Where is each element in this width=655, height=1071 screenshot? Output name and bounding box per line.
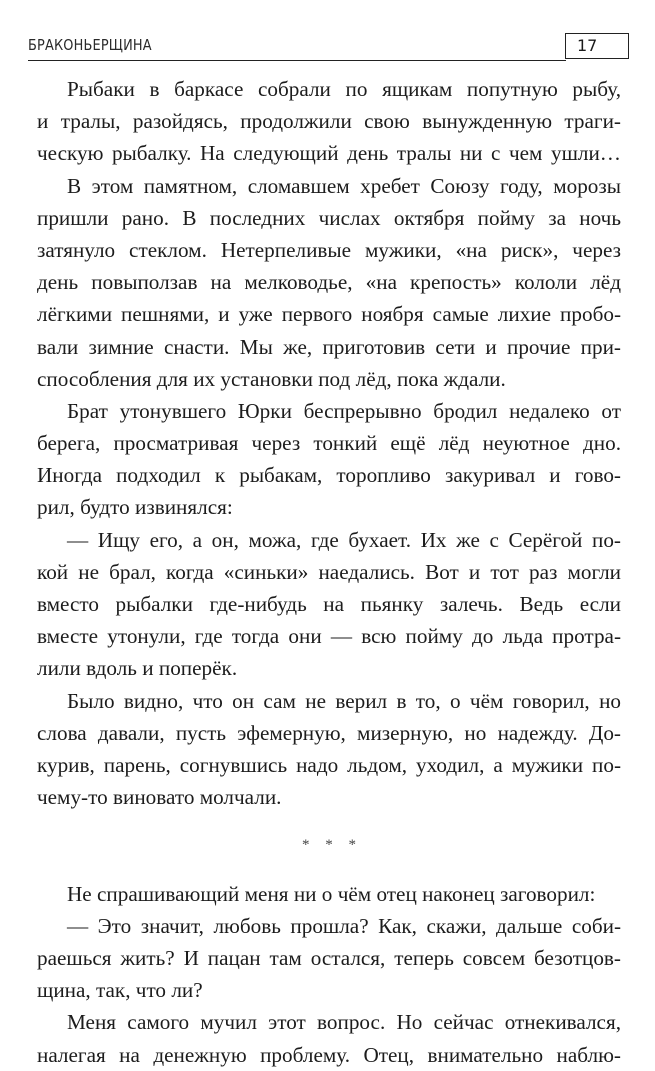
text-line: Было видно, что он сам не верил в то, о чём говорил, но xyxy=(67,688,621,713)
text-line: чему-то виновато молчали. xyxy=(37,785,282,810)
paragraph xyxy=(37,910,621,1007)
page-number: 17 xyxy=(565,33,629,59)
text-line: и тралы, разойдясь, продолжили свою вынужденную траги- xyxy=(37,109,621,134)
text-line: Иногда подходил к рыбакам, торопливо закуривал и гово- xyxy=(37,463,621,488)
paragraph xyxy=(37,73,621,170)
text-line: Не спрашивающий меня ни о чём отец наконец заговорил: xyxy=(67,881,596,906)
text-line: Рыбаки в баркасе собрали по ящикам попутную рыбу, xyxy=(67,77,621,101)
paragraph xyxy=(37,685,621,814)
page-header xyxy=(28,30,630,58)
text-line: затянуло стеклом. Нетерпеливые мужики, «на риск», через xyxy=(37,237,621,262)
text-line: кой не брал, когда «синьки» наедались. Вот и тот раз могли xyxy=(37,559,621,584)
paragraph xyxy=(37,1006,621,1070)
text-line: — Это значит, любовь прошла? Как, скажи, дальше соби- xyxy=(67,913,621,938)
paragraph xyxy=(37,170,621,395)
header-rule xyxy=(28,60,566,61)
text-line: вместе утонули, где тогда они — всю пойму до льда протра- xyxy=(37,624,621,649)
text-line: способления для их установки под лёд, пока ждали. xyxy=(37,366,506,391)
text-line: вали зимние снасти. Мы же, приготовив сети и прочие при- xyxy=(37,334,621,359)
text-line: лёгкими пешнями, и уже первого ноября самые лихие пробо- xyxy=(37,302,621,327)
text-line: ческую рыбалку. На следующий день тралы ни с чем ушли… xyxy=(37,141,621,166)
text-line: лили вдоль и поперёк. xyxy=(37,656,238,681)
text-line: пришли рано. В последних числах октября пойму за ночь xyxy=(37,205,621,230)
text-line: день повыползав на мелководье, «на крепость» кололи лёд xyxy=(37,270,621,295)
text-line: слова давали, пусть эфемерную, мизерную, но надежду. До- xyxy=(37,720,621,745)
text-line: берега, просматривая через тонкий ещё лёд неуютное дно. xyxy=(37,431,621,456)
text-line: щина, так, что ли? xyxy=(37,978,203,1003)
text-line: — Ищу его, а он, можа, где бухает. Их же с Серёгой по- xyxy=(67,527,621,552)
text-line: Брат утонувшего Юрки беспрерывно бродил недалеко от xyxy=(67,398,621,423)
paragraph xyxy=(37,878,621,910)
text-line: рил, будто извинялся: xyxy=(37,495,233,520)
text-line: Меня самого мучил этот вопрос. Но сейчас отнекивался, xyxy=(67,1010,621,1035)
body-text xyxy=(37,73,621,1071)
paragraph xyxy=(37,524,621,685)
paragraph xyxy=(37,395,621,524)
text-line: В этом памятном, сломавшем хребет Союзу году, морозы xyxy=(67,173,621,198)
text-line: курив, парень, согнувшись надо льдом, уходил, а мужики по- xyxy=(37,752,621,777)
section-separator: * * * xyxy=(302,837,362,854)
text-line: вместо рыбалки где-нибудь на пьянку залечь. Ведь если xyxy=(37,592,621,616)
text-line: раешься жить? И пацан там остался, теперь совсем безотцов- xyxy=(37,946,621,971)
text-line: налегая на денежную проблему. Отец, внимательно наблю- xyxy=(37,1042,621,1067)
running-title: БРАКОНЬЕРЩИНА xyxy=(28,36,152,54)
